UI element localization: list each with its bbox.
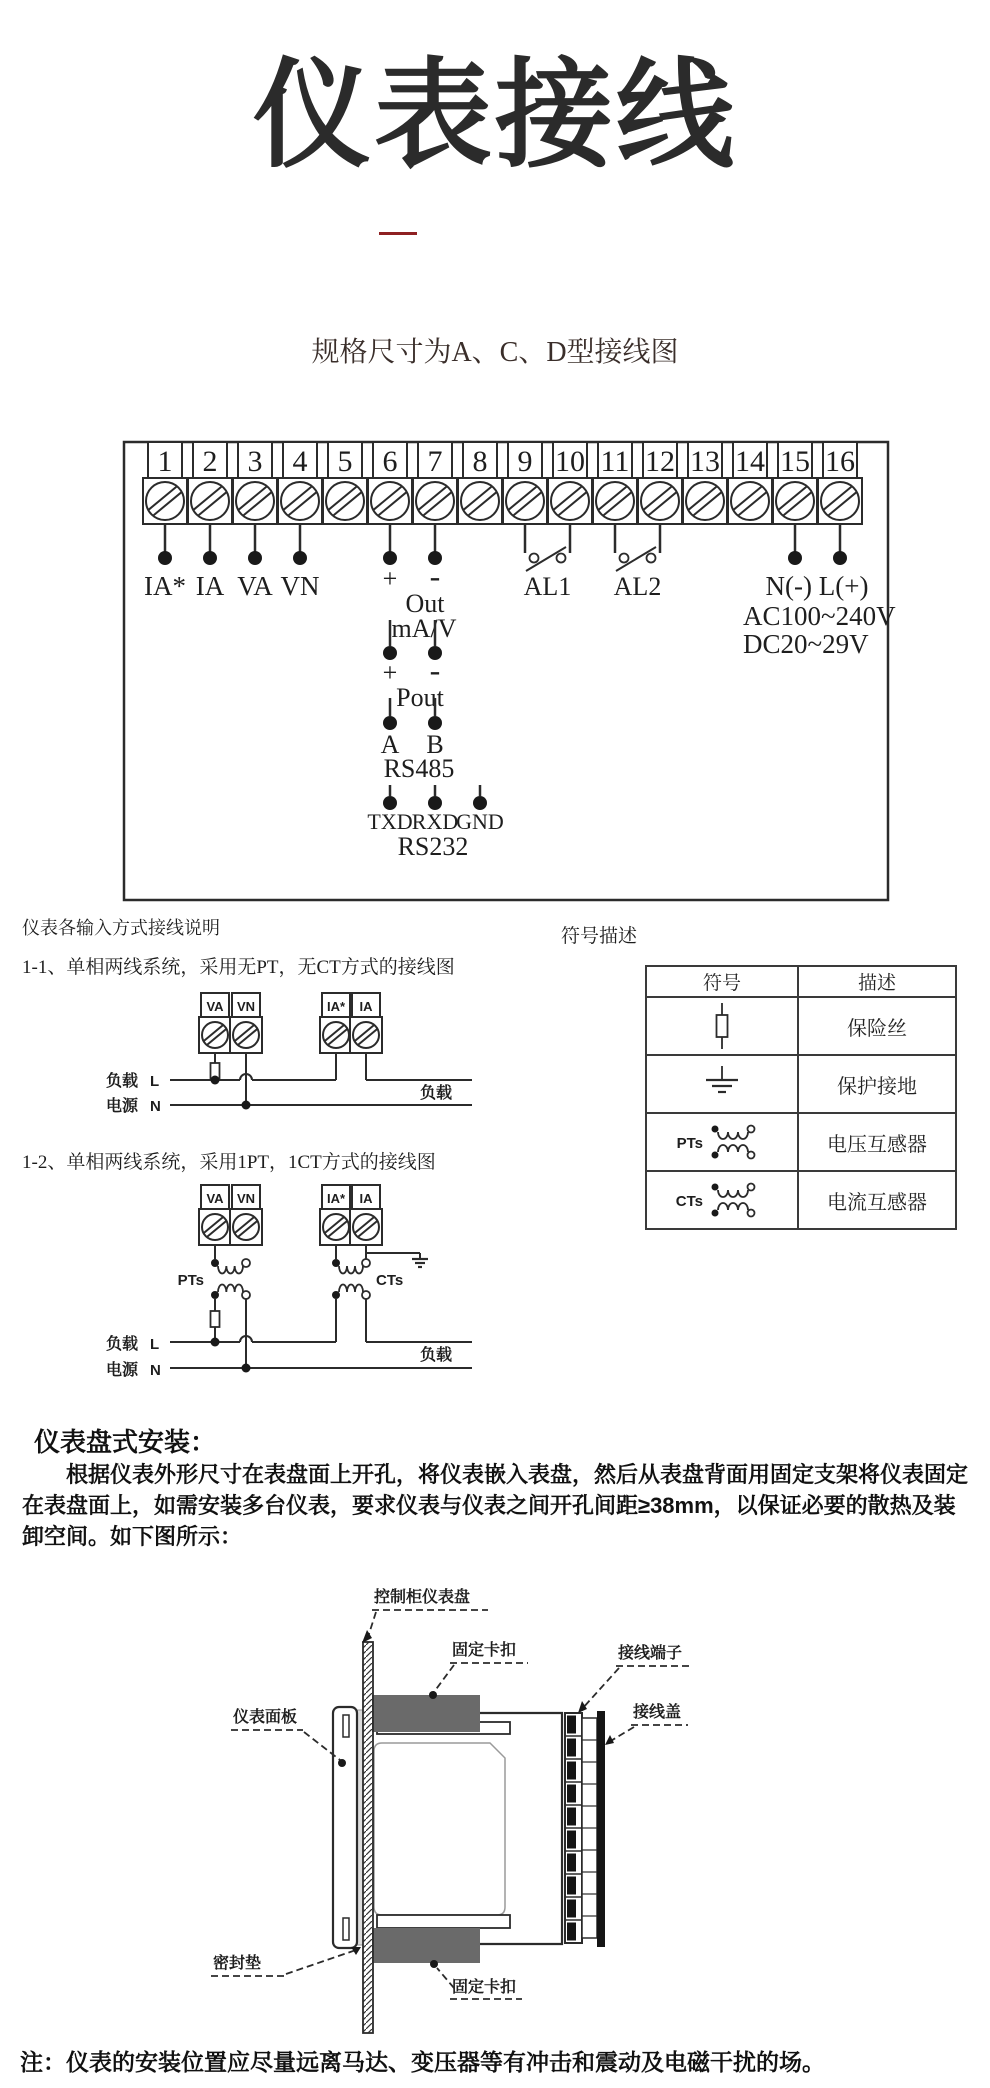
protective-earth-icon [657, 1058, 787, 1110]
contact-circle [620, 554, 629, 563]
symbol-description: 保护接地 [798, 1055, 956, 1113]
screw-terminal-icon [353, 1022, 379, 1048]
subtitle: 规格尺寸为A、C、D型接线图 [311, 337, 679, 368]
mini-terminal-label: VN [236, 999, 256, 1014]
screw-terminal-icon [731, 482, 769, 520]
screw-terminal-icon [202, 1022, 228, 1048]
wire-dot [473, 796, 487, 810]
install-paragraph: 根据仪表外形尺寸在表盘面上开孔，将仪表嵌入表盘，然后从表盘背面用固定支架将仪表固定在表盘面上，如需安装多台仪表，要求仪表与仪表之间开孔间距≥38mm，以保证必要的散热及装卸空间。如下图所示： [22, 1462, 969, 1549]
fuse-icon [657, 1000, 787, 1052]
rs232-label: RS232 [397, 832, 469, 861]
input-terminal-label: IA* [144, 571, 186, 601]
contact-circle [748, 1210, 755, 1217]
wire-dot [211, 1338, 220, 1347]
screw-terminal-icon [371, 482, 409, 520]
contact-circle [748, 1184, 755, 1191]
wire-dot [242, 1364, 251, 1373]
out-minus: - [429, 558, 441, 594]
rs232-pin: GND [456, 809, 504, 834]
symbol-description-table [645, 965, 957, 1230]
symbol-description: 电流互感器 [798, 1171, 956, 1229]
symbol-table-heading: 符号描述 [561, 926, 638, 947]
input-terminal-label: VN [280, 571, 320, 601]
terminal-number: 15 [780, 445, 810, 478]
fixing-clip-top-label: 固定卡扣 [452, 1642, 517, 1659]
terminal-number: 1 [157, 445, 173, 478]
fuse-icon [211, 1311, 220, 1327]
contact-circle [242, 1259, 250, 1267]
terminal-block-label: 接线端子 [618, 1645, 683, 1662]
wiring-cover-bar [597, 1711, 605, 1947]
rs485-label: RS485 [383, 754, 455, 783]
contact-circle [242, 1291, 250, 1299]
terminal-number: 12 [645, 445, 675, 478]
symbol-cell [646, 1055, 798, 1113]
terminal-number: 13 [690, 445, 720, 478]
symbol-description: 电压互感器 [798, 1113, 956, 1171]
diagram-1-1-no-pt-no-ct [0, 985, 500, 1135]
out-plus: + [382, 564, 398, 593]
screw-terminal-icon [323, 1214, 349, 1240]
power-terminal-label: N(-) L(+) [765, 571, 869, 601]
power-dc-range: DC20~29V [743, 629, 869, 659]
load-label: 负载 [106, 1336, 139, 1353]
analog-out-label: Out [405, 589, 445, 618]
transformer-label: PTs [676, 1135, 703, 1152]
wire-dot [383, 796, 397, 810]
screw-terminal-icon [202, 1214, 228, 1240]
symbol-table-row [646, 1055, 956, 1113]
symbol-cell [646, 997, 798, 1055]
terminal-number: 10 [555, 445, 585, 478]
screw-terminal-icon [191, 482, 229, 520]
contact-circle [362, 1291, 370, 1299]
terminal-number: 5 [337, 445, 353, 478]
terminal-number: 8 [472, 445, 488, 478]
alarm-contact-label: AL1 [523, 572, 572, 601]
gasket-label: 密封垫 [213, 1955, 262, 1972]
terminal-number: 7 [427, 445, 443, 478]
screw-terminal-icon [821, 482, 859, 520]
cabinet-panel-bar [363, 1642, 373, 2033]
terminal-number: 16 [825, 445, 855, 478]
terminal-number: 4 [292, 445, 308, 478]
ct-label: CTs [376, 1272, 404, 1289]
wire-dot [211, 1291, 219, 1299]
load-right-label: 负载 [420, 1085, 453, 1102]
terminal-number: 3 [247, 445, 263, 478]
wire-dot [428, 716, 442, 730]
wire-dot [158, 551, 172, 565]
pulse-out-label: Pout [396, 683, 444, 712]
terminal-number: 14 [735, 445, 765, 478]
diagram-1-1-caption: 1-1、单相两线系统，采用无PT，无CT方式的接线图 [22, 957, 455, 978]
wire-dot [712, 1210, 719, 1217]
column-header-desc: 描述 [798, 966, 956, 997]
mini-terminal-label: VN [236, 1191, 256, 1206]
wire-dot [211, 1076, 220, 1085]
mini-terminal-label: IA [359, 999, 373, 1014]
wire-dot [248, 551, 262, 565]
load-right-label: 负载 [420, 1347, 453, 1364]
meter-display-window [374, 1743, 505, 1915]
wire-dot [332, 1259, 340, 1267]
screw-terminal-icon [416, 482, 454, 520]
contact-circle [530, 554, 539, 563]
pout-plus: + [382, 658, 398, 687]
diagram-1-2-1pt-1ct [0, 1175, 500, 1410]
clip-rail-bottom [377, 1915, 510, 1928]
wiring-cover-label: 接线盖 [633, 1704, 682, 1721]
rs485-b: B [426, 730, 444, 759]
page-title: 仪表接线 [252, 50, 737, 182]
symbol-table-row [646, 997, 956, 1055]
accent-underline [379, 232, 417, 235]
screw-terminal-icon [326, 482, 364, 520]
rs232-pin: TXD [367, 809, 413, 834]
transformer-icon [657, 1174, 787, 1226]
screw-terminal-icon [641, 482, 679, 520]
panel-mount-install-diagram [150, 1585, 750, 2065]
screw-terminal-icon [776, 482, 814, 520]
line-l-label: L [150, 1336, 160, 1353]
column-header-symbol: 符号 [646, 966, 798, 997]
mini-terminal-label: IA* [326, 1191, 346, 1206]
symbol-description: 保险丝 [798, 997, 956, 1055]
wire-dot [338, 1759, 346, 1767]
mini-terminal-label: VA [206, 999, 224, 1014]
screw-terminal-icon [233, 1214, 259, 1240]
wire-dot [833, 551, 847, 565]
symbol-table-row [646, 1113, 956, 1171]
footnote: 注：仪表的安装位置应尽量远离马达、变压器等有冲击和震动及电磁干扰的场。 [20, 2049, 825, 2075]
terminal-wiring-diagram [0, 430, 990, 908]
analog-out-unit: mA/V [391, 614, 457, 643]
rs485-a: A [380, 730, 400, 759]
source-label: 电源 [106, 1362, 139, 1379]
mini-terminal-label: IA [359, 1191, 373, 1206]
contact-circle [748, 1152, 755, 1159]
screw-terminal-icon [353, 1214, 379, 1240]
screw-terminal-icon [146, 482, 184, 520]
screw-terminal-icon [596, 482, 634, 520]
source-label: 电源 [106, 1098, 139, 1115]
contact-circle [557, 554, 566, 563]
screw-terminal-icon [281, 482, 319, 520]
screw-terminal-icon [551, 482, 589, 520]
terminal-number: 6 [382, 445, 398, 478]
fixing-clip-bottom-label: 固定卡扣 [452, 1979, 517, 1996]
wire-dot [429, 1691, 437, 1699]
symbol-table-row [646, 1171, 956, 1229]
wire-dot [332, 1291, 340, 1299]
wire-dot [788, 551, 802, 565]
wire-dot [293, 551, 307, 565]
pout-minus: - [429, 652, 441, 688]
wire-dot [428, 796, 442, 810]
wire-dot [712, 1126, 719, 1133]
input-terminal-label: IA [195, 571, 225, 601]
line-n-label: N [150, 1098, 161, 1115]
wiring-section-heading: 仪表各输入方式接线说明 [22, 918, 220, 938]
diagram-1-2-caption: 1-2、单相两线系统，采用1PT，1CT方式的接线图 [22, 1152, 436, 1173]
symbol-cell [646, 1113, 798, 1171]
contact-circle [647, 554, 656, 563]
wire-dot [383, 551, 397, 565]
wire-dot [242, 1101, 251, 1110]
wire-dot [383, 716, 397, 730]
contact-circle [362, 1259, 370, 1267]
load-label: 负载 [106, 1073, 139, 1090]
faceplate-bezel [333, 1707, 357, 1948]
wire-dot [712, 1184, 719, 1191]
terminal-number: 9 [517, 445, 533, 478]
screw-terminal-icon [686, 482, 724, 520]
line-l-label: L [150, 1073, 160, 1090]
screw-terminal-icon [236, 482, 274, 520]
wire-dot [430, 1960, 438, 1968]
terminal-number: 2 [202, 445, 218, 478]
fixing-clip-bottom [372, 1928, 480, 1963]
rs232-pin: RXD [411, 809, 459, 834]
fixing-clip-top [372, 1695, 480, 1732]
wire-dot [712, 1152, 719, 1159]
line-n-label: N [150, 1362, 161, 1379]
contact-circle [748, 1126, 755, 1133]
input-terminal-label: VA [237, 571, 273, 601]
power-ac-range: AC100~240V [743, 601, 896, 631]
screw-terminal-icon [323, 1022, 349, 1048]
transformer-label: CTs [675, 1193, 703, 1210]
wire-dot [203, 551, 217, 565]
panel-label: 控制柜仪表盘 [374, 1589, 471, 1606]
screw-terminal-icon [233, 1022, 259, 1048]
screw-terminal-icon [461, 482, 499, 520]
mini-terminal-label: VA [206, 1191, 224, 1206]
wire-dot [211, 1259, 219, 1267]
install-section-heading: 仪表盘式安装： [34, 1427, 217, 1457]
mini-terminal-label: IA* [326, 999, 346, 1014]
terminal-number: 11 [600, 445, 630, 478]
alarm-contact-label: AL2 [613, 572, 662, 601]
pt-label: PTs [177, 1272, 204, 1289]
faceplate-label: 仪表面板 [233, 1709, 298, 1726]
transformer-icon [657, 1116, 787, 1168]
symbol-cell [646, 1171, 798, 1229]
screw-terminal-icon [506, 482, 544, 520]
